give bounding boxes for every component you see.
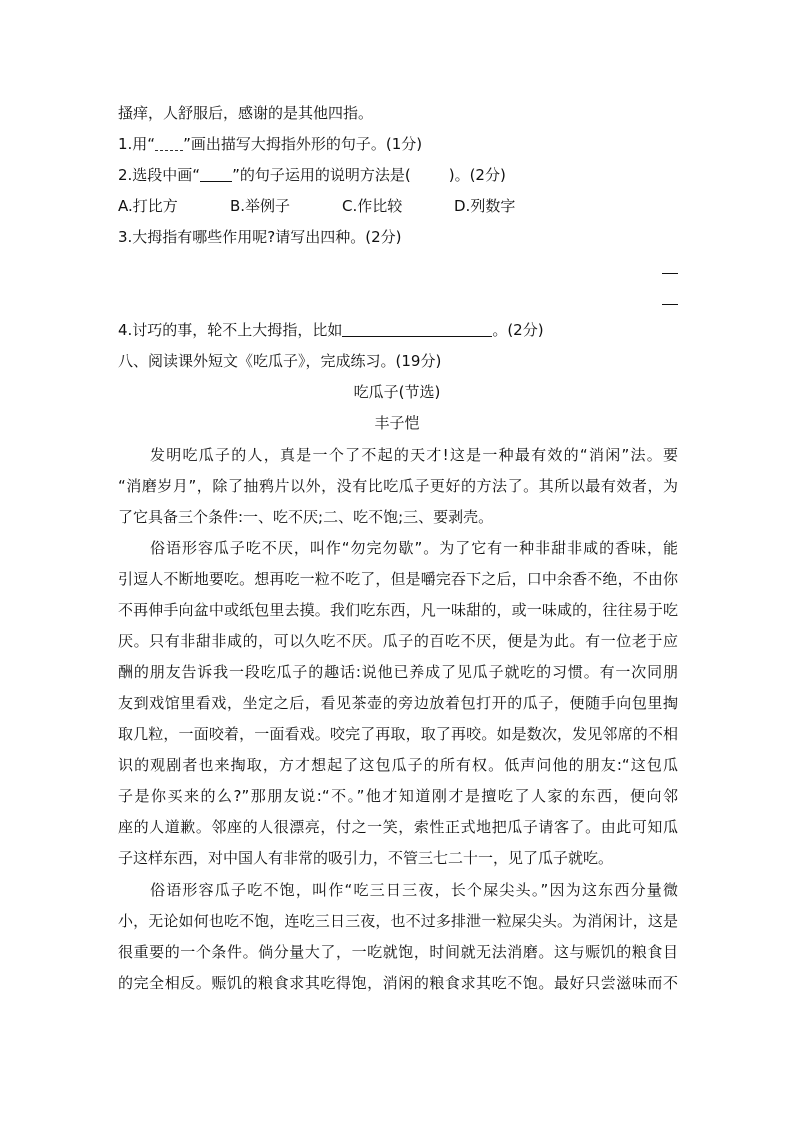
wavy-underline-mark (155, 136, 183, 151)
article-line: 的完全相反。赈饥的粮食求其吃得饱，消闲的粮食求其吃不饱。最好只尝滋味而不 (118, 974, 678, 992)
article-title: 吃瓜子(节选) (353, 383, 441, 401)
question-1 (118, 134, 678, 154)
answer-line-1[interactable] (662, 273, 678, 274)
question-2-prefix: 2.选段中画“ (118, 166, 201, 184)
option-c[interactable]: C.作比较 (342, 197, 403, 215)
article-line: 发明吃瓜子的人，真是一个了不起的天才!这是一种最有效的“消闲”法。要 (150, 446, 678, 464)
article-line: “消磨岁月”，除了抽鸦片以外，没有比吃瓜子更好的方法了。其所以最有效者，为 (118, 477, 678, 495)
article-line: 座的人道歉。邻座的人很漂亮，付之一笑，索性正式地把瓜子请客了。由此可知瓜 (118, 818, 678, 836)
article-line: 友到戏馆里看戏，坐定之后，看见茶壶的旁边放着包打开的瓜子，便随手向包里掏 (118, 694, 678, 712)
article-line: 小，无论如何也吃不饱，连吃三日三夜，也不过多排泄一粒屎尖头。为消闲计，这是 (118, 912, 678, 930)
question-1-prefix: 1.用“ (118, 135, 156, 153)
article-line: 俗语形容瓜子吃不饱，叫作“吃三日三夜，长个屎尖头。”因为这东西分量微 (150, 881, 678, 899)
question-3: 3.大拇指有哪些作用呢?请写出四种。(2分) (118, 228, 402, 246)
straight-underline-mark (200, 167, 232, 182)
article-line: 不再伸手向盆中或纸包里去摸。我们吃东西，凡一味甜的，或一味咸的，往往易于吃 (118, 601, 678, 619)
article-line: 了它具备三个条件:一、吃不厌;二、吃不饱;三、要剥壳。 (118, 508, 494, 526)
question-1-suffix: ”画出描写大拇指外形的句子。(1分) (183, 135, 423, 153)
question-2 (118, 165, 678, 185)
passage-tail: 搔痒，人舒服后，感谢的是其他四指。 (118, 104, 374, 122)
option-a[interactable]: A.打比方 (118, 197, 178, 215)
article-line: 引逗人不断地要吃。想再吃一粒不吃了，但是嚼完吞下之后，口中余香不绝，不由你 (118, 570, 678, 588)
answer-blank-long[interactable] (342, 322, 492, 337)
article-line: 酬的朋友告诉我一段吃瓜子的趣话:说他已养成了见瓜子就吃的习惯。有一次同朋 (118, 663, 678, 681)
question-4-prefix: 4.讨巧的事，轮不上大拇指，比如 (118, 321, 343, 339)
article-author: 丰子恺 (374, 414, 420, 432)
article-line: 很重要的一个条件。倘分量大了，一吃就饱，时间就无法消磨。这与赈饥的粮食目 (118, 943, 678, 961)
option-d[interactable]: D.列数字 (454, 197, 516, 215)
article-line: 子是你买来的么?”那朋友说:“不。”他才知道刚才是擅吃了人家的东西，便向邻 (118, 787, 678, 805)
question-2-options (118, 196, 678, 216)
question-4-suffix: 。(2分) (492, 321, 544, 339)
question-4 (118, 320, 678, 340)
section-8-heading: 八、阅读课外短文《吃瓜子》，完成练习。(19分) (118, 352, 442, 370)
article-line: 俗语形容瓜子吃不厌，叫作“勿完勿歇”。为了它有一种非甜非咸的香味，能 (150, 539, 678, 557)
question-2-suffix: )。(2分) (448, 166, 506, 184)
question-2-middle: ”的句子运用的说明方法是( (232, 166, 411, 184)
article-line: 识的观剧者也来掏取，方才想起了这包瓜子的所有权。低声问他的朋友:“这包瓜 (118, 756, 678, 774)
article-line: 子这样东西，对中国人有非常的吸引力，不管三七二十一，见了瓜子就吃。 (118, 849, 614, 867)
article-line: 厌。只有非甜非咸的，可以久吃不厌。瓜子的百吃不厌，便是为此。有一位老于应 (118, 632, 678, 650)
option-b[interactable]: B.举例子 (230, 197, 291, 215)
answer-line-2[interactable] (662, 304, 678, 305)
article-line: 取几粒，一面咬着，一面看戏。咬完了再取，取了再咬。如是数次，发见邻席的不相 (118, 725, 678, 743)
